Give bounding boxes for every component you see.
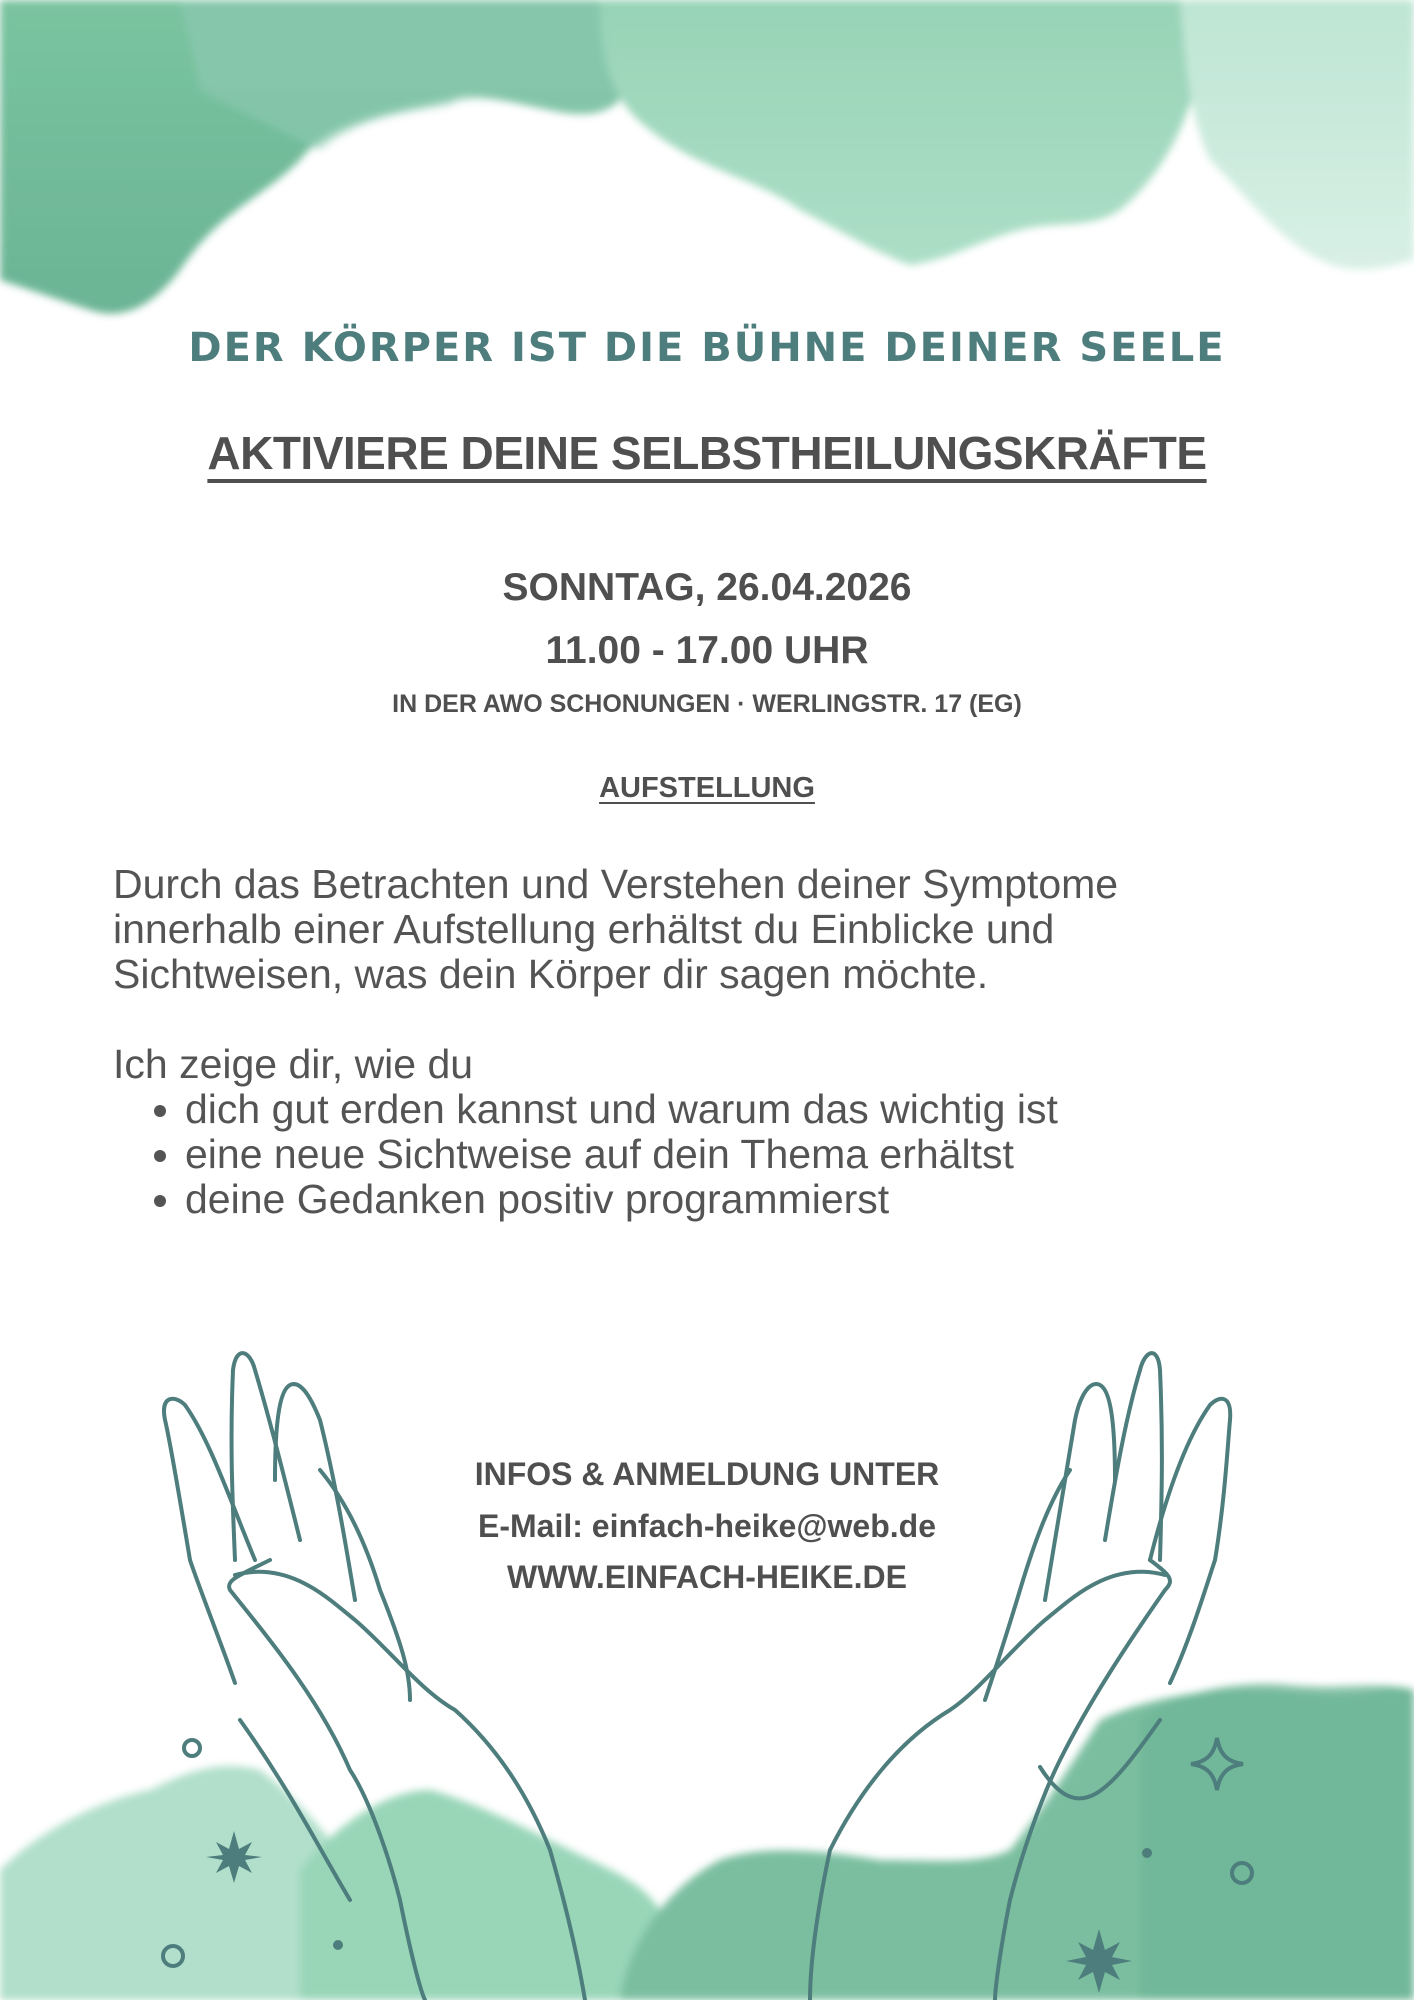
tagline: DER KÖRPER IST DIE BÜHNE DEINER SEELE (188, 325, 1226, 371)
ring-icon (1232, 1863, 1252, 1883)
sparkle-star-icon (1066, 1929, 1132, 1993)
dot-icon (1142, 1848, 1152, 1858)
description-line: innerhalb einer Aufstellung erhältst du Einblicke und (113, 906, 1055, 952)
list-item: • eine neue Sichtweise auf dein Thema erhältst (185, 1132, 1343, 1177)
event-time: 11.00 - 17.00 UHR (545, 629, 869, 672)
four-point-star-icon (1191, 1738, 1243, 1790)
list-intro: Ich zeige dir, wie du (113, 1041, 474, 1087)
contact-email[interactable]: E-Mail: einfach-heike@web.de (478, 1508, 936, 1544)
event-location: IN DER AWO SCHONUNGEN · WERLINGSTR. 17 (EG) (392, 690, 1022, 718)
contact-heading: INFOS & ANMELDUNG UNTER (474, 1456, 940, 1492)
ring-icon (184, 1740, 200, 1756)
contact-website[interactable]: WWW.EINFACH-HEIKE.DE (507, 1559, 907, 1595)
description-line: Durch das Betrachten und Verstehen deiner Symptome (113, 861, 1119, 907)
ring-icon (163, 1946, 183, 1966)
event-date: SONNTAG, 26.04.2026 (502, 566, 912, 609)
benefits-list (113, 1087, 1343, 1222)
left-hand-icon (164, 1353, 585, 2000)
right-hand-icon (810, 1353, 1230, 2000)
headline: AKTIVIERE DEINE SELBSTHEILUNGSKRÄFTE (207, 427, 1207, 479)
list-item: • deine Gedanken positiv programmierst (185, 1177, 1343, 1222)
section-title: AUFSTELLUNG (599, 772, 815, 804)
description-block (113, 862, 1343, 1222)
dot-icon (333, 1940, 343, 1950)
description-line: Sichtweisen, was dein Körper dir sagen möchte. (113, 951, 989, 997)
list-item: • dich gut erden kannst und warum das wichtig ist (185, 1087, 1343, 1132)
sparkle-star-icon (206, 1831, 262, 1883)
